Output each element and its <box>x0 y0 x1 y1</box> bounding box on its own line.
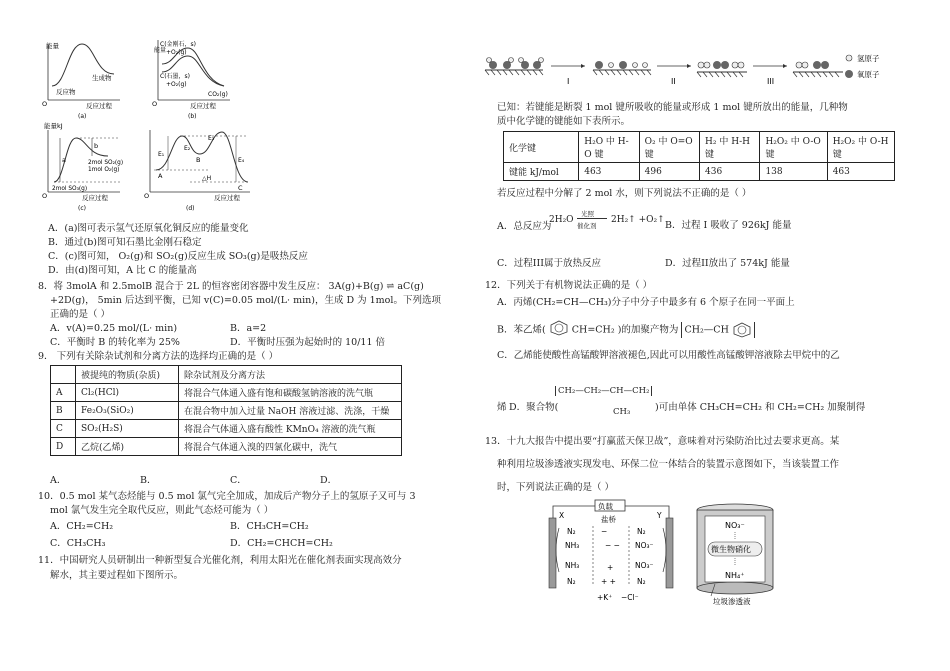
q7-option-b: B．通过(b)图可知石墨比金刚石稳定 <box>48 237 202 248</box>
k-ion-label: +K⁺ <box>597 593 613 602</box>
q9-cell: 将混合气体通入盛有酸性 KMnO₄ 溶液的洗气瓶 <box>179 420 402 438</box>
electrode-x-label: X <box>559 511 565 520</box>
b-ylabel: 能量 <box>154 47 167 54</box>
c-xlabel: 反应过程 <box>82 194 108 202</box>
q11-a-prefix: A．总反应为 <box>497 221 552 232</box>
d-origin: O <box>144 192 150 200</box>
q8-line3: 正确的是（ ） <box>50 309 111 320</box>
q12-d-polymer <box>555 384 652 398</box>
bond-th: H₂ 中 H-H 键 <box>700 132 760 163</box>
q9-choice-d: D． <box>320 475 338 486</box>
table-row <box>51 402 402 420</box>
bridge-minus-1: − <box>601 527 608 536</box>
q8-option-c: C．平衡时 B 的转化率为 25% <box>50 337 180 348</box>
d-b: B <box>196 156 201 164</box>
q9-table-header <box>51 366 402 384</box>
a-xlabel: 反应过程 <box>86 102 112 110</box>
q11-line2: 解水，其主要过程如下图所示。 <box>50 570 184 581</box>
panel-b <box>152 40 230 120</box>
q11-a-product: 2H₂↑ +O₂↑ <box>611 215 665 225</box>
bond-energy-table <box>503 131 895 181</box>
x-nh3-1: NH₃ <box>565 541 580 550</box>
bridge-minus-2: − − <box>605 541 620 550</box>
d-c: C <box>238 184 243 192</box>
q10-line1: 10．0.5 mol 某气态烃能与 0.5 mol 氯气完全加成，加成后产物分子上的氢原子又可与 3 <box>38 491 416 502</box>
c-a: a <box>62 156 66 164</box>
benzene-icon <box>549 320 569 340</box>
q9-cell: C <box>51 420 76 438</box>
q11-option-d: D．过程II放出了 574kJ 能量 <box>665 258 790 269</box>
q12-b-text: )的加聚产物为 <box>617 324 679 336</box>
d-e4: E₄ <box>238 157 245 164</box>
q9-cell: 在混合物中加入过量 NaOH 溶液过滤、洗涤，干燥 <box>179 402 402 420</box>
electrode-y-label: Y <box>657 511 662 520</box>
panel-c <box>42 121 123 212</box>
c-ylabel: 能量kJ <box>44 122 63 130</box>
stage-2 <box>697 61 747 77</box>
stage-0 <box>485 58 544 76</box>
a-origin: O <box>42 100 48 108</box>
cl-ion-label: −Cl⁻ <box>621 593 639 602</box>
battery-figure <box>545 500 865 610</box>
q12-d-poly-text: CH₂—CH₂—CH—CH₂ <box>555 386 652 396</box>
y-n2-2: N₂ <box>637 577 646 586</box>
q9-choice-b: B． <box>140 475 157 486</box>
q11-a-cond-top: 光照 <box>581 210 594 218</box>
q10-option-c: C．CH₃CH₃ <box>50 538 106 549</box>
q7-option-a: A．(a)图可表示氢气还原氧化铜反应的能量变化 <box>48 223 249 234</box>
q12-d-ch3: CH₃ <box>613 407 631 417</box>
b-mid2: +O₂(g) <box>166 81 187 88</box>
bond-th: 化学键 <box>504 132 579 163</box>
q9-cell: 将混合气体通入盛有饱和碳酸氢钠溶液的洗气瓶 <box>179 384 402 402</box>
q9-th-1: 被提纯的物质(杂质) <box>76 366 179 384</box>
q12-b-poly <box>681 322 754 338</box>
b-caption: (b) <box>188 113 197 120</box>
q11-line1: 11．中国研究人员研制出一种新型复合光催化剂，利用太阳光在催化剂表面实现高效分 <box>38 555 402 566</box>
x-n2-bottom: N₂ <box>567 577 576 586</box>
legend-oxygen: 氧原子 <box>857 70 880 79</box>
q8-line1: 8．将 3molA 和 2.5molB 混合于 2L 的恒容密闭容器中发生反应： 3A(g)+B(g) ⇌ aC(g) <box>38 281 424 292</box>
legend-hydrogen: 氢原子 <box>857 54 880 63</box>
b-high: C(金刚石，s) <box>160 41 196 48</box>
d-e2: E₂ <box>184 145 191 152</box>
stage-1 <box>593 61 651 75</box>
q13-line3: 时，下列说法正确的是（ ） <box>497 482 615 493</box>
salt-bridge-label: 盐桥 <box>601 515 616 524</box>
c-b: b <box>94 142 99 150</box>
b-xlabel: 反应过程 <box>190 102 216 110</box>
q12-option-d-prefix: D．聚合物( <box>509 402 559 413</box>
d-e3: E₃ <box>208 135 215 142</box>
panel-d <box>144 130 250 212</box>
q10-option-b: B．CH₃CH=CH₂ <box>230 521 309 532</box>
panel-a <box>42 41 120 120</box>
y-no3-2: NO₃⁻ <box>635 561 654 570</box>
q9-cell: D <box>51 438 76 456</box>
legend <box>845 53 880 79</box>
nitrification-tank <box>697 504 773 606</box>
bond-th: H₂O₂ 中 O-O 键 <box>760 132 827 163</box>
bond-table-header <box>504 132 895 163</box>
q9-cell: 乙烷(乙烯) <box>76 438 179 456</box>
d-dh: △H <box>202 175 212 182</box>
q12-b-poly-text: CH₂—CH <box>684 324 729 336</box>
q9-choice-a: A． <box>50 475 67 486</box>
c-origin: O <box>42 192 48 200</box>
q11-stem: 若反应过程中分解了 2 mol 水，则下列说法不正确的是（ ） <box>497 188 752 199</box>
energy-diagrams <box>30 38 420 248</box>
d-xlabel: 反应过程 <box>214 194 240 202</box>
a-reactant: 反应物 <box>56 88 76 96</box>
d-a: A <box>158 172 163 180</box>
q9-cell: A <box>51 384 76 402</box>
q12-b-mid: CH=CH₂ <box>571 324 615 336</box>
q7-option-d: D．由(d)图可知，A 比 C 的能量高 <box>48 265 197 276</box>
bond-th: H₂O 中 H-O 键 <box>579 132 639 163</box>
q12-option-c1: C．乙烯能使酸性高锰酸钾溶液褪色,因此可以用酸性高锰酸钾溶液除去甲烷中的乙 <box>497 350 840 361</box>
q9-cell: Cl₂(HCl) <box>76 384 179 402</box>
a-caption: (a) <box>78 113 87 120</box>
c-caption: (c) <box>78 205 86 212</box>
bond-value: 463 <box>827 163 894 181</box>
q9-table <box>50 365 402 456</box>
q9-cell: SO₂(H₂S) <box>76 420 179 438</box>
bridge-plus-1: + <box>607 563 614 572</box>
bond-row-label: 键能 kJ/mol <box>504 163 579 181</box>
tank-top: NO₃⁻ <box>725 521 745 530</box>
c-mid1: 2mol SO₂(g) <box>88 160 124 166</box>
q11-known-line1: 已知：若键能是断裂 1 mol 键所吸收的能量或形成 1 mol 键所放出的能量，几种物 <box>497 102 848 113</box>
bridge-plus-2: + + <box>601 577 616 586</box>
q12-option-d-text: )可由单体 CH₃CH=CH₂ 和 CH₂=CH₂ 加聚制得 <box>655 402 866 413</box>
bond-value: 496 <box>639 163 699 181</box>
q8-line2: +2D(g)， 5min 后达到平衡，已知 v(C)=0.05 mol/(L· min)，生成 D 为 1mol。下列选项 <box>50 295 441 306</box>
q9-stem: 9． 下列有关除杂试剂和分离方法的选择均正确的是（ ） <box>38 351 279 362</box>
q12-b-prefix: B．苯乙烯( <box>497 324 546 336</box>
b-product: CO₂(g) <box>208 91 228 98</box>
q12-option-c2: 烯 <box>497 402 507 413</box>
a-ylabel: 能量 <box>46 42 59 50</box>
electrode-y <box>666 518 673 588</box>
q12-option-a: A．丙烯(CH₂=CH—CH₃)分子中分子中最多有 6 个原子在同一平面上 <box>497 297 795 308</box>
c-mid2: 1mol O₂(g) <box>88 167 120 173</box>
step-1-label: I <box>567 77 570 86</box>
tank-bottom: NH₄⁺ <box>725 571 745 580</box>
load-label: 负载 <box>598 502 613 511</box>
q9-cell: 将混合气体通入溴的四氯化碳中，洗气 <box>179 438 402 456</box>
q8-option-b: B．a=2 <box>230 323 267 334</box>
c-bottom: 2mol SO₃(g) <box>52 186 88 192</box>
y-no3-1: NO₃⁻ <box>635 541 654 550</box>
bond-value: 463 <box>579 163 639 181</box>
bond-th: O₂ 中 O=O 键 <box>639 132 699 163</box>
q7-option-c: C．(c)图可知， O₂(g)和 SO₂(g)反应生成 SO₃(g)是吸热反应 <box>48 251 308 262</box>
step-2-label: II <box>671 77 676 86</box>
stage-3 <box>793 61 843 77</box>
q10-option-a: A．CH₂=CH₂ <box>50 521 114 532</box>
q11-a-reactant: 2H₂O <box>549 215 574 225</box>
q9-cell: B <box>51 402 76 420</box>
q11-a-arrow <box>577 218 607 219</box>
table-row <box>51 384 402 402</box>
q9-th-0 <box>51 366 76 384</box>
d-caption: (d) <box>186 205 195 212</box>
q9-choice-c: C． <box>230 475 247 486</box>
bond-th: H₂O₂ 中 O-H 键 <box>827 132 894 163</box>
tank-label: 垃圾渗透液 <box>713 597 751 606</box>
q10-option-d: D．CH₂=CHCH=CH₂ <box>230 538 333 549</box>
q11-option-c: C．过程III属于放热反应 <box>497 258 602 269</box>
table-row <box>51 438 402 456</box>
q11-option-b: B．过程 I 吸收了 926kJ 能量 <box>665 220 792 231</box>
d-e1: E₁ <box>158 151 165 158</box>
q12-option-b <box>497 320 755 340</box>
q10-line2: mol 氯气发生完全取代反应，则此气态烃可能为（ ） <box>50 505 274 516</box>
q11-a-cond-bottom: 催化剂 <box>577 222 597 230</box>
y-n2-1: N₂ <box>637 527 646 536</box>
bond-value: 436 <box>700 163 760 181</box>
q8-option-d: D．平衡时压强为起始时的 10/11 倍 <box>230 337 386 348</box>
table-row <box>51 420 402 438</box>
q13-line2: 种利用垃圾渗透液实现发电、环保二位一体结合的装置示意图如下，当该装置工作 <box>497 459 840 470</box>
b-mid: C(石墨，s) <box>160 73 190 80</box>
step-3-label: III <box>767 77 775 86</box>
table-row <box>504 163 895 181</box>
x-nh3-2: NH₃ <box>565 561 580 570</box>
q11-known-line2: 质中化学键的键能如下表所示。 <box>497 116 631 127</box>
benzene-icon <box>732 322 752 338</box>
q8-option-a: A．v(A)=0.25 mol/(L· min) <box>50 323 178 334</box>
tank-middle: 微生物硝化 <box>711 545 751 554</box>
x-n2-top: N₂ <box>567 527 576 536</box>
q9-th-2: 除杂试剂及分离方法 <box>179 366 402 384</box>
q12-stem: 12．下列关于有机物说法正确的是（ ） <box>485 280 653 291</box>
q13-line1: 13．十九大报告中提出要“打赢蓝天保卫战”，意味着对污染防治比过去要求更高。某 <box>485 436 840 447</box>
b-high2: +O₂(g) <box>166 49 187 56</box>
bond-value: 138 <box>760 163 827 181</box>
a-product: 生成物 <box>92 74 112 82</box>
q9-cell: Fe₂O₃(SiO₂) <box>76 402 179 420</box>
electrode-x <box>549 518 556 588</box>
b-origin: O <box>152 100 158 108</box>
